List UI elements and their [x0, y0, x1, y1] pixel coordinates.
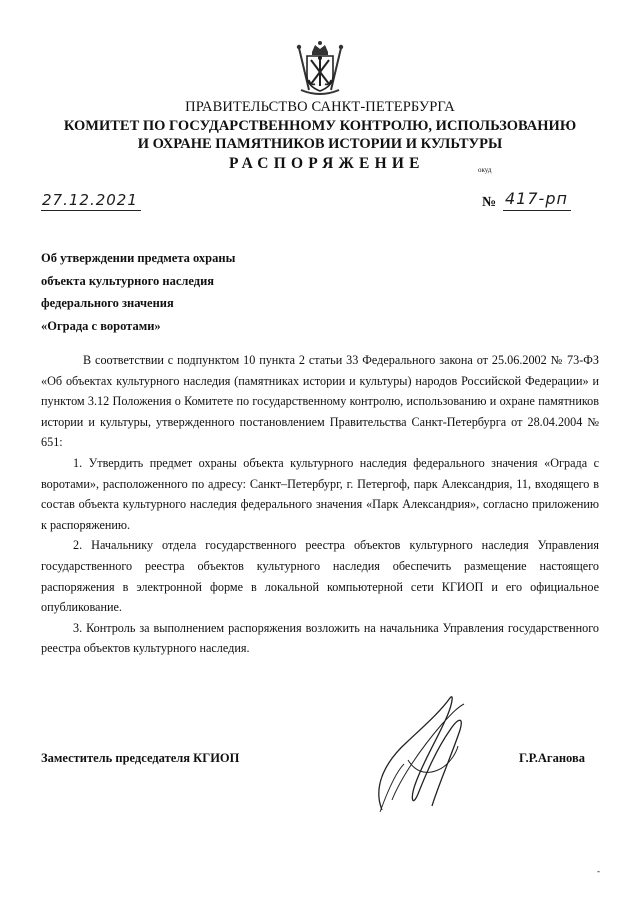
document-body [41, 350, 599, 659]
number-sign: № [482, 195, 497, 210]
signer-name: Г.Р.Аганова [519, 751, 585, 765]
document-number: 417-рп [505, 189, 568, 208]
order-item-2: 2. Начальнику отдела государственного реестра объектов культурного наследия Управления государственного реестра объектов культурного наследия обеспечить размещение настоящего распоряжения в электронной форме в локальной компьютерной сети КГИОП и его официальное опубликование. [41, 538, 599, 615]
subject-line: объекта культурного наследия [41, 273, 215, 288]
signer-position: Заместитель председателя КГИОП [41, 751, 240, 765]
document-date: 27.12.2021 [42, 191, 138, 209]
okud-label: окуд [478, 166, 492, 174]
subject-line: Об утверждении предмета охраны [41, 251, 236, 265]
page-mark: - [597, 866, 600, 876]
committee-title-line1: КОМИТЕТ ПО ГОСУДАРСТВЕННОМУ КОНТРОЛЮ, ИСПОЛЬЗОВАНИЮ [63, 118, 577, 134]
saint-petersburg-coat-of-arms-icon [293, 40, 347, 96]
document-subject [41, 247, 235, 337]
date-underline [41, 210, 141, 211]
subject-line: федерального значения [41, 296, 174, 310]
document-type-title: РАСПОРЯЖЕНИЕ [229, 155, 425, 172]
government-title: ПРАВИТЕЛЬСТВО САНКТ-ПЕТЕРБУРГА [185, 99, 455, 115]
order-item-1: 1. Утвердить предмет охраны объекта культурного наследия федерального значения «Ограда с воротами», расположенного по адресу: Санкт–Петербург, г. Петергоф, парк Александрия, 11, входящего в состав объекта культурного наследия федерального значения «Парк Александрия», согласно приложению к распоряжению. [41, 455, 599, 532]
number-underline [503, 210, 571, 211]
committee-title-line2: И ОХРАНЕ ПАМЯТНИКОВ ИСТОРИИ И КУЛЬТУРЫ [137, 136, 503, 152]
preamble-paragraph: В соответствии с подпунктом 10 пункта 2 статьи 33 Федерального закона от 25.06.2002 № 73-ФЗ «Об объектах культурного наследия (памятниках истории и культуры) народов Российской Федерации» и пунктом 3.12 Положения о Комитете по государственному контролю, использованию и охране памятников истории и культуры, утвержденного постановлением Правительства Санкт-Петербурга от 28.04.2004 № 651: [41, 353, 599, 450]
handwritten-signature-icon [352, 690, 482, 820]
subject-line: «Ограда с воротами» [41, 318, 161, 333]
order-item-3: 3. Контроль за выполнением распоряжения возложить на начальника Управления государственного реестра объектов культурного наследия. [41, 620, 599, 656]
